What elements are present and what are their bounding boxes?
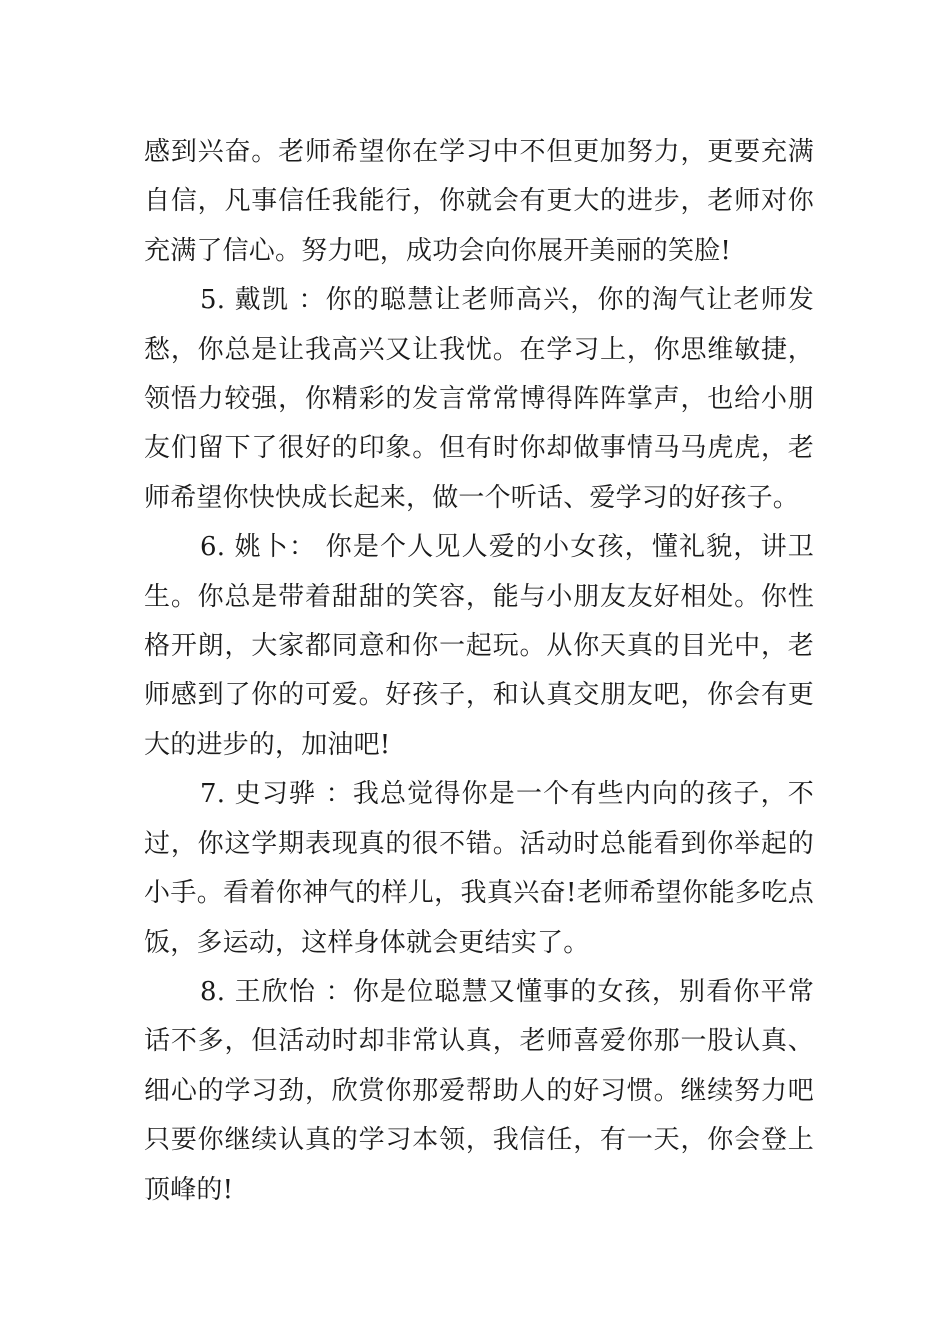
paragraph-item-8: 8. 王欣怡 ：你是位聪慧又懂事的女孩，别看你平常话不多，但活动时却非常认真，老师喜爱你那一股认真、细心的学习劲，欣赏你那爱帮助人的好习惯。继续努力吧只要你继续认真的学习本领，我信任，有一天，你会登上顶峰的!: [144, 976, 814, 1205]
paragraph-item-7: 7. 史习骅 ：我总觉得你是一个有些内向的孩子，不过，你这学期表现真的很不错。活动时总能看到你举起的小手。看着你神气的样儿，我真兴奋!老师希望你能多吃点饭，多运动，这样身体就会更结实了。: [144, 779, 814, 958]
document-body: [144, 128, 814, 1215]
paragraph-item-6: 6. 姚卜： 你是个人见人爱的小女孩，懂礼貌，讲卫生。你总是带着甜甜的笑容，能与小朋友友好相处。你性格开朗，大家都同意和你一起玩。从你天真的目光中，老师感到了你的可爱。好孩子，和认真交朋友吧，你会有更大的进步的，加油吧!: [144, 532, 814, 760]
paragraph-continuation: 感到兴奋。老师希望你在学习中不但更加努力，更要充满自信，凡事信任我能行，你就会有更大的进步，老师对你充满了信心。努力吧，成功会向你展开美丽的笑脸!: [144, 137, 814, 266]
paragraph-item-5: 5. 戴凯 ：你的聪慧让老师高兴，你的淘气让老师发愁，你总是让我高兴又让我忧。在学习上，你思维敏捷，领悟力较强，你精彩的发言常常博得阵阵掌声，也给小朋友们留下了很好的印象。但有时你却做事情马马虎虎，老师希望你快快成长起来，做一个听话、爱学习的好孩子。: [144, 285, 814, 513]
